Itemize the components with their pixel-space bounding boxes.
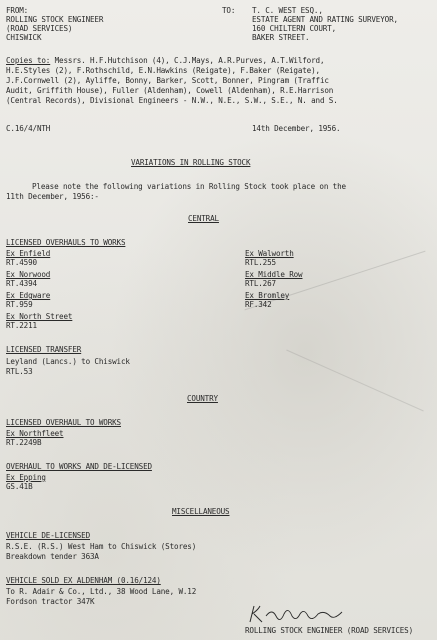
- section-heading-central: CENTRAL: [188, 214, 219, 223]
- misc-delicensed-line: R.S.E. (R.S.) West Ham to Chiswick (Stores): [6, 542, 197, 551]
- vehicle-number: RT.959: [6, 300, 33, 309]
- copies-text: Messrs. H.F.Hutchison (4), C.J.Mays, A.R.Purves, A.T.Wilford,: [50, 56, 325, 65]
- depot-name: Ex Epping: [6, 473, 46, 482]
- copies-line: [6, 56, 324, 65]
- vehicle-number: RTL.267: [245, 279, 276, 288]
- copies-label: Copies to:: [6, 56, 51, 65]
- section-heading-miscellaneous: MISCELLANEOUS: [172, 507, 230, 516]
- from-line: ROLLING STOCK ENGINEER: [6, 15, 104, 24]
- memo-title: VARIATIONS IN ROLLING STOCK: [131, 158, 251, 167]
- sold-item: Fordson tractor 347K: [6, 597, 95, 606]
- sold-line: To R. Adair & Co., Ltd., 38 Wood Lane, W.12: [6, 587, 197, 596]
- sold-heading: VEHICLE SOLD EX ALDENHAM (0.16/124): [6, 576, 161, 585]
- from-line: (ROAD SERVICES): [6, 24, 73, 33]
- to-line: 160 CHILTERN COURT,: [252, 24, 337, 33]
- paper-crease: [286, 350, 423, 412]
- overhauls-heading: LICENSED OVERHAULS TO WORKS: [6, 238, 126, 247]
- to-label: TO:: [222, 6, 236, 15]
- memo-date: 14th December, 1956.: [252, 124, 341, 133]
- delicensed-heading: OVERHAUL TO WORKS AND DE-LICENSED: [6, 462, 152, 471]
- to-line: ESTATE AGENT AND RATING SURVEYOR,: [252, 15, 398, 24]
- misc-delicensed-item: Breakdown tender 363A: [6, 552, 99, 561]
- to-line: BAKER STREET.: [252, 33, 310, 42]
- vehicle-number: RTL.53: [6, 367, 33, 376]
- depot-name: Ex Edgware: [6, 291, 51, 300]
- depot-name: Ex Walworth: [245, 249, 294, 258]
- vehicle-number: RF.342: [245, 300, 272, 309]
- depot-name: Ex Middle Row: [245, 270, 303, 279]
- to-line: T. C. WEST ESQ.,: [252, 6, 323, 15]
- from-label: FROM:: [6, 6, 29, 15]
- signature: [246, 602, 346, 626]
- depot-name: Ex North Street: [6, 312, 73, 321]
- intro-line: 11th December, 1956:-: [6, 192, 99, 201]
- vehicle-number: RT.4394: [6, 279, 37, 288]
- reference: C.16/4/NTH: [6, 124, 51, 133]
- intro-line: Please note the following variations in Rolling Stock took place on the: [32, 182, 346, 191]
- depot-name: Ex Bromley: [245, 291, 290, 300]
- vehicle-number: RTL.255: [245, 258, 276, 267]
- copies-line: Audit, Griffith House), Fuller (Aldenham), Cowell (Aldenham), R.E.Harrison: [6, 86, 334, 95]
- from-line: CHISWICK: [6, 33, 42, 42]
- vehicle-number: RT.2211: [6, 321, 37, 330]
- transfer-heading: LICENSED TRANSFER: [6, 345, 82, 354]
- signoff: ROLLING STOCK ENGINEER (ROAD SERVICES): [245, 626, 414, 635]
- depot-name: Ex Enfield: [6, 249, 51, 258]
- depot-name: Ex Norwood: [6, 270, 51, 279]
- copies-line: H.E.Styles (2), F.Rothschild, E.N.Hawkins (Reigate), F.Baker (Reigate),: [6, 66, 320, 75]
- vehicle-number: RT.4590: [6, 258, 37, 267]
- depot-name: Ex Northfleet: [6, 429, 64, 438]
- copies-line: J.F.Cornwell (2), Ayliffe, Bonny, Barker, Scott, Bonner, Pingram (Traffic: [6, 76, 329, 85]
- copies-line: (Central Records), Divisional Engineers - N.W., N.E., S.W., S.E., N. and S.: [6, 96, 338, 105]
- section-heading-country: COUNTRY: [187, 394, 218, 403]
- overhaul-heading: LICENSED OVERHAUL TO WORKS: [6, 418, 121, 427]
- transfer-line: Leyland (Lancs.) to Chiswick: [6, 357, 130, 366]
- vehicle-number: GS.41B: [6, 482, 33, 491]
- vehicle-number: RT.2249B: [6, 438, 42, 447]
- misc-delicensed-heading: VEHICLE DE-LICENSED: [6, 531, 91, 540]
